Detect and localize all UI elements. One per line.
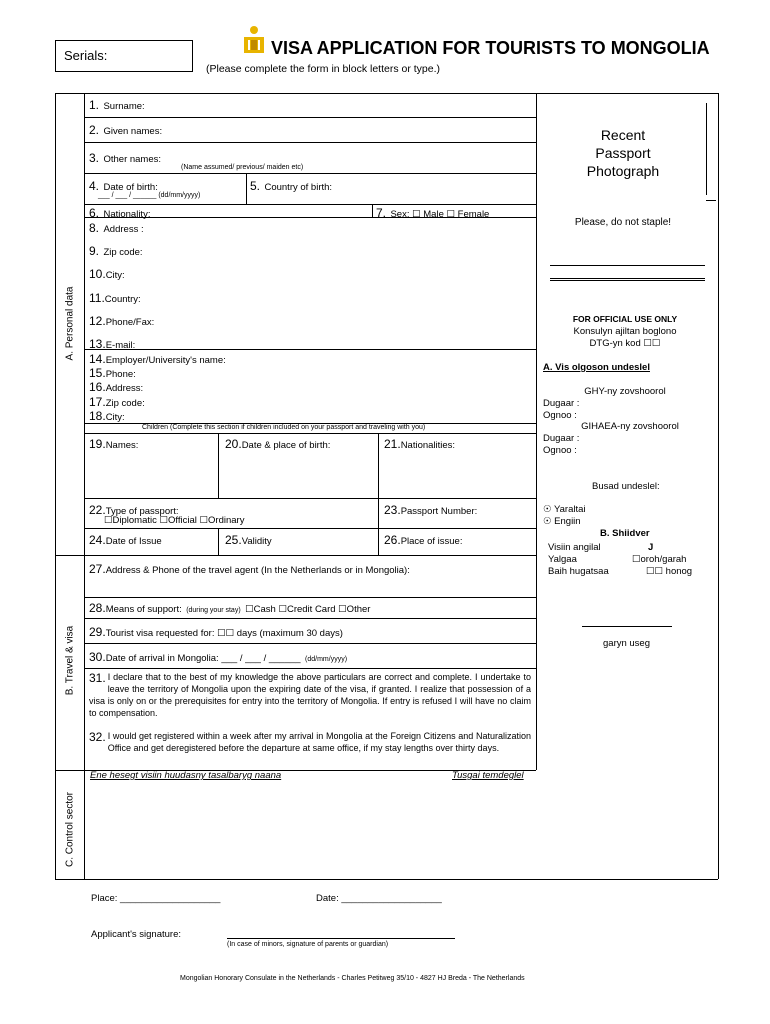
field-visa-days[interactable]: 29.Tourist visa requested for: ☐☐ days (maximum 30 days) bbox=[89, 625, 343, 639]
field-arrival-date[interactable]: 30.Date of arrival in Mongolia: ___ / ___ / ______ (dd/mm/yyyy) bbox=[89, 650, 348, 664]
official-ognoo-2: Ognoo : bbox=[543, 445, 577, 456]
page-subtitle: (Please complete the form in block letters or type.) bbox=[206, 63, 441, 75]
section-control: C. Control sector bbox=[64, 791, 76, 868]
field-passport-type[interactable]: 22.Type of passport: bbox=[89, 503, 179, 517]
page-title: VISA APPLICATION FOR TOURISTS TO MONGOLIA bbox=[271, 38, 710, 58]
official-visiin-angilal: Visiin angilal bbox=[548, 542, 601, 553]
official-garyn-useg: garyn useg bbox=[603, 638, 651, 649]
control-sector-right: Tusgai temdeglel bbox=[452, 770, 524, 781]
signature-note: (In case of minors, signature of parents or guardian) bbox=[227, 941, 389, 948]
children-note: Children (Complete this section if children included on your passport and traveling with you) bbox=[142, 424, 426, 431]
field-place-of-issue[interactable]: 26.Place of issue: bbox=[384, 533, 463, 547]
official-oroh: ☐oroh/garah bbox=[632, 554, 687, 565]
place-field[interactable]: Place: ___________________ bbox=[91, 893, 221, 904]
radio-icon[interactable]: ☉ bbox=[543, 504, 552, 515]
field-children-names[interactable]: 19.Names: bbox=[89, 437, 139, 451]
official-section-a: A. Vis olgoson undeslel bbox=[543, 362, 650, 373]
signature-line[interactable] bbox=[227, 938, 455, 939]
photo-label-2: Passport bbox=[595, 145, 651, 161]
official-ognoo-1: Ognoo : bbox=[543, 410, 577, 421]
declaration-31-text: I declare that to the best of my knowledge the above particulars are correct and complete. I undertake to leave the territory of Mongolia upon the expiring date of the visa, if granted. I realize that possession of a visa is only on or the prerequisites for entry into the territory of Mongolia. If entry is refused I will have no claim to compensation. bbox=[89, 672, 531, 718]
photo-note: Please, do not staple! bbox=[574, 217, 672, 228]
field-phone-fax[interactable]: 12.Phone/Fax: bbox=[89, 314, 155, 328]
official-j: J bbox=[648, 542, 654, 553]
field-employer-phone[interactable]: 15.Phone: bbox=[89, 366, 136, 380]
date-field[interactable]: Date: ___________________ bbox=[316, 893, 442, 904]
official-line2: DTG-yn kod ☐☐ bbox=[589, 338, 661, 349]
declaration-31: 31. I declare that to the best of my knowledge the above particulars are correct and complete. I undertake to leave the territory of Mongolia upon the expiring date of the visa, if granted. I realize that possession of a visa is only on or the prerequisites for entry into the territory of Mongolia. If entry is refused I will have no claim to compensation. bbox=[89, 671, 531, 718]
field-other-names[interactable]: 3. Other names: bbox=[89, 151, 162, 165]
photo-label-1: Recent bbox=[600, 127, 646, 143]
field-surname[interactable]: 1. Surname: bbox=[89, 98, 145, 112]
official-engiin: ☉ Engiin bbox=[543, 516, 581, 527]
official-title: FOR OFFICIAL USE ONLY bbox=[572, 314, 678, 324]
field-children-nationalities[interactable]: 21.Nationalities: bbox=[384, 437, 456, 451]
official-section-b: B. Shiidver bbox=[600, 528, 650, 539]
section-personal-data: A. Personal data bbox=[64, 286, 76, 361]
field-travel-agent[interactable]: 27.Address & Phone of the travel agent (In the Netherlands or in Mongolia): bbox=[89, 562, 410, 576]
serials-label: Serials: bbox=[64, 48, 108, 63]
official-gihaea: GIHAEA-ny zovshoorol bbox=[581, 421, 679, 432]
field-given-names[interactable]: 2. Given names: bbox=[89, 123, 163, 137]
official-yaraltai: ☉ Yaraltai bbox=[543, 504, 586, 515]
field-employer-zip[interactable]: 17.Zip code: bbox=[89, 395, 145, 409]
other-names-note: (Name assumed/ previous/ maiden etc) bbox=[181, 164, 304, 171]
field-employer-city[interactable]: 18.City: bbox=[89, 409, 125, 423]
control-sector-left: Ene hesegt visiin huudasny tasalbaryg naana bbox=[90, 770, 282, 781]
photo-box[interactable] bbox=[540, 97, 706, 283]
field-employer[interactable]: 14.Employer/University's name: bbox=[89, 352, 226, 366]
field-country[interactable]: 11.Country: bbox=[89, 291, 141, 305]
field-means-of-support[interactable]: 28.Means of support: (during your stay) ☐Cash ☐Credit Card ☐Other bbox=[89, 601, 371, 615]
field-validity[interactable]: 25.Validity bbox=[225, 533, 272, 547]
signature-label: Applicant's signature: bbox=[91, 929, 182, 940]
official-honog: ☐☐ honog bbox=[646, 566, 693, 577]
field-address[interactable]: 8. Address : bbox=[89, 221, 144, 235]
official-yalgaa: Yalgaa bbox=[548, 554, 577, 565]
field-email[interactable]: 13.E-mail: bbox=[89, 337, 136, 351]
soyombo-logo-icon bbox=[242, 25, 266, 55]
field-date-of-issue[interactable]: 24.Date of Issue bbox=[89, 533, 162, 547]
footer-address: Mongolian Honorary Consulate in the Netherlands - Charles Petitweg 35/10 - 4827 HJ Breda - The Netherlands bbox=[180, 975, 525, 982]
field-nationality[interactable]: 6. Nationality: bbox=[89, 206, 151, 220]
field-city[interactable]: 10.City: bbox=[89, 267, 125, 281]
dob-blank: ___ / ___ / ______ (dd/mm/yyyy) bbox=[98, 192, 201, 199]
passport-type-options[interactable]: ☐Diplomatic ☐Official ☐Ordinary bbox=[104, 515, 245, 526]
official-ghy: GHY-ny zovshoorol bbox=[584, 386, 666, 397]
section-travel-visa: B. Travel & visa bbox=[64, 625, 76, 696]
field-employer-address[interactable]: 16.Address: bbox=[89, 380, 144, 394]
official-busad: Busad undeslel: bbox=[592, 481, 660, 492]
field-sex[interactable]: 7. Sex: ☐ Male ☐ Female bbox=[376, 206, 490, 220]
field-country-of-birth[interactable]: 5. Country of birth: bbox=[250, 179, 333, 193]
field-zip-code[interactable]: 9. Zip code: bbox=[89, 244, 143, 258]
declaration-32-text: I would get registered within a week after my arrival in Mongolia at the Foreign Citizens and Naturalization Office and get deregistered before the departure at same office, if my stay lengths over thirty days. bbox=[107, 731, 531, 753]
field-passport-number[interactable]: 23.Passport Number: bbox=[384, 503, 478, 517]
declaration-32: 32. I would get registered within a week after my arrival in Mongolia at the Foreign Citizens and Naturalization Office and get deregistered before the departure at same office, if my stay lengths over thirty days. bbox=[89, 730, 531, 753]
official-line1: Konsulyn ajiltan boglono bbox=[573, 326, 677, 337]
radio-icon[interactable]: ☉ bbox=[543, 516, 552, 527]
photo-label-3: Photograph bbox=[586, 163, 660, 179]
field-date-of-birth[interactable]: 4. Date of birth: bbox=[89, 179, 158, 193]
field-children-dob[interactable]: 20.Date & place of birth: bbox=[225, 437, 331, 451]
official-dugaar-2: Dugaar : bbox=[543, 433, 580, 444]
official-dugaar-1: Dugaar : bbox=[543, 398, 580, 409]
official-baih: Baih hugatsaa bbox=[548, 566, 609, 577]
